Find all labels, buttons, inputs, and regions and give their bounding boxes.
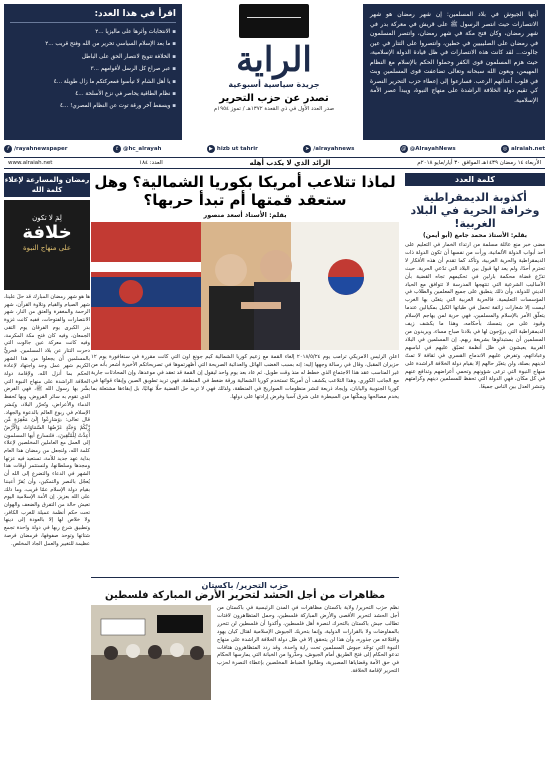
second-story-kicker: حزب التحرير/ باكستان [201,581,289,590]
twitter-icon: t [113,145,121,153]
youtube-link[interactable] [207,145,258,153]
editorial-title[interactable]: أكذوبة الديمقراطية وخرافة الحرية في البلاد الغربية! [410,191,540,230]
facebook-link[interactable] [4,145,68,153]
site-url[interactable]: www.alraiah.net [8,160,53,166]
globe-icon: ◎ [502,146,508,152]
protest-photo [91,605,211,700]
inside-item[interactable]: ▪ الانتخابات وأثرها على ماليزيا ...٢ [10,26,176,38]
inside-item[interactable]: ▪ عبر صراع كل الرسل لأقوامهم ...٣ [10,63,176,75]
second-story-title[interactable]: مظاهرات من أجل الحشد لتحرير الأرض المباركة فلسطين [104,590,386,601]
telegram-handle: /alrayahnews [313,146,355,152]
inside-this-issue [4,4,182,140]
main-story-body [91,354,399,572]
inside-list [10,26,176,113]
twitter-handle: @hc_alrayah [122,146,162,152]
main-byline: بقلم: الأستاذ أسعد منصور [203,211,287,219]
intro-text: أيتها الجيوش في بلاد المسلمين: إن شهر رمضان هو شهر الانتصارات حيث انتصر الرسول ﷺ على قريش في معركة بدر في شهر رمضان، وكان فتح مكة في شهر رمضان، وانتصر المسلمون في رمضان على الصليبيين في حطين، وانتصروا على التتار في عين جالوت... لقد كانت هذه الانتصارات في ظل قيادة الدولة الإسلامية، حيث هزم المسلمون قوى الكفر وحملوا الحكم بالإسلام مع النظام المهيمن، وبعون الله سبحانه وتعالى تضاعفت قوى المسلمين وبث في قلوب أعدائهم الرعب. فسارعوا إلى إعطاء حزب التحرير النصرة كي تقيم دولة الخلافة الراشدة على منهاج النبوة، ويبدأ عصر الأمة الإسلامية. [370,11,538,104]
editorial-byline: بقلم: الأستاذ محمد جامع (أبو أيمن) [423,232,527,239]
second-story-row [91,605,399,775]
email-handle: @AlrayahNews [409,146,456,152]
inside-item[interactable]: ▪ يا أهل الشام لا تيأسوا فمعركتكم ما زال طويلة ...٤ [10,76,176,88]
motto: الرائد الذي لا يكذب أهله [249,159,331,167]
khilafa-poster [4,200,90,290]
youtube-icon: ▶ [207,145,215,153]
intro-box [363,4,545,140]
editorial-head: كلمة العدد [405,173,545,186]
social-bar [4,142,545,156]
facebook-handle: /rayahnewspaper [14,146,68,152]
main-column [91,173,399,771]
logo-subtitle: جريدة سياسية أسبوعية [228,80,320,89]
inside-item[interactable]: ▪ ويسقط آخر ورقة توت عن النظام المصري! ...٤ [10,100,176,112]
telegram-link[interactable] [303,145,354,153]
editorial-column [405,173,545,771]
facebook-icon: f [4,145,12,153]
summit-photo [91,222,399,350]
second-story-text: نظّم حزب التحرير/ ولاية باكستان مظاهرات في المدن الرئيسية في باكستان من أجل الحشد لتحرير الأقصى والأرض المباركة فلسطين، وحمل المتظاهرون لافتات تطالب جيش باكستان بالتحرك لنصرة أهل فلسطين، وأكدوا أن فلسطين لن تتحرر بالمفاوضات ولا بالقرارات الدولية، وإنما بتحريك الجيوش الإسلامية لقتال كيان يهود واقتلاعه من جذوره، وأن هذا لن يتحقق إلا في ظل دولة الخلافة الراشدة على منهاج النبوة التي توحّد جيوش المسلمين تحت راية واحدة. وقد ردد المتظاهرون هتافات تدعو الحكام إلى فتح الطريق أمام الجيوش، وحذّروا من الخيانة التي يمارسها الحكام في حق الأمة وقضاياها المصيرية، وطالبوا الضباط المخلصين بإعطاء النصرة لحزب التحرير لإقامة الخلافة. [217,605,399,675]
newspaper-logo[interactable] [186,2,362,140]
inside-title: اقرأ في هذا العدد: [10,9,176,23]
website-link[interactable] [501,145,545,153]
email-link[interactable] [400,145,456,153]
logo-tagline: تصدر عن حزب التحرير [219,93,329,104]
inside-item[interactable]: ▪ الخلافة تتويج لانتصار الحق على الباطل [10,51,176,63]
protest-photo-art [91,605,211,700]
ramadan-body: ها هو شهر رمضان المبارك قد حلّ علينا، شهر الصيام والقيام وتلاوة القرآن، شهر الرحمة والمغفرة والعتق من النار، شهر الانتصارات والفتوحات، ففيه كانت غزوة بدر الكبرى يوم الفرقان يوم التقى الجمعان، وفيه كان فتح مكة المكرمة، وفيه كانت معركة عين جالوت التي دحرت التتار عن بلاد المسلمين. فحريٌّ بالمسلمين أن يجعلوا من هذا الشهر الكريم شهر عمل وجد واجتهاد لإعادة الحكم بما أنزل الله، ولإقامة دولة الخلافة الراشدة على منهاج النبوة التي بشّر بها رسول الله ﷺ، فهي الفرض الذي تقوم به سائر الفروض، وبها تُحفظ الدماء والأعراض، وتُحرّر البلاد، ويُنشر الإسلام في ربوع العالم بالدعوة والجهاد. قال تعالى: ﴿وَسَارِعُوا إِلَىٰ مَغْفِرَةٍ مِّن رَّبِّكُمْ وَجَنَّةٍ عَرْضُهَا السَّمَاوَاتُ وَالْأَرْضُ أُعِدَّتْ لِلْمُتَّقِينَ﴾. فلنسارع أيها المسلمون إلى العمل مع العاملين المخلصين لإعلاء كلمة الله، ولنجعل من رمضان هذا العام بداية عهد جديد للأمة، تستعيد فيه عزتها ومجدها وسلطانها، ولنستثمر أوقات هذا الشهر في الدعاء والتضرع إلى الله أن يُعجّل بالنصر والتمكين، وأن يُقرّ أعيننا بقيام دولة الإسلام عمّا قريب، وما ذلك على الله بعزيز. إن الأمة الإسلامية اليوم تعيش حالة من التفرق والضعف والهوان تحت حكم أنظمة عميلة للغرب الكافر، ولا خلاص لها إلا بالعودة إلى دينها وتطبيق شرع ربها في دولة واحدة تجمع شتاتها وتوحد صفوفها، فرمضان فرصة عظيمة للتغيير والعمل الجاد المخلص. [4,294,90,547]
second-story [91,577,399,775]
twitter-link[interactable] [113,145,162,153]
youtube-handle: hizb ut tahrir [216,146,258,152]
first-issue-line: صدر العدد الأول في ذي القعدة ١٣٧٢هـ / تموز ١٩٥٤م [213,106,335,112]
inside-item[interactable]: ▪ نظام الطاقية يحاصر في نزع الأسلحة ...٤ [10,88,176,100]
poster-line-3: على منهاج النبوة [22,244,72,252]
logo-wordmark: الراية [236,40,312,80]
editorial-body: مضى خبر منع عائلة مسلمة من ارتداء الخمار في التعليم على أحد أبواب الدولة الألمانية، ورأت من نفسها أن تكون الدولة ذات الديمقراطية والحرية الغربية، وتأكد كما تقدم أن هذه الأفكار لا تحترم أحدًا، ولم يعد لها قبول بين البلاد التي تدّعي الحرية. حيث تذرّع قضاة محكمة بارلين في تحكيمهم تجاه القضية بأن الأساليب الشرعية التي تنتهجها المدرسة لا تتوافق مع الحياد الديني للدولة، وأن ذلك ينطبق على جميع المعلمين والطلاب في المؤسسات التعليمية. فالحرية الغربية التي يتغنّى بها الغرب ليست إلا شعارات زائفة تحمل في طياتها الكيل بمكيالين عندما يتعلّق الأمر بالإسلام والمسلمين، فهي حرية لمن يهاجم الإسلام وقيود على من يتمسك بأحكامه، وهذا ما يكشف زيف الديمقراطية التي يروّجون لها في بلادنا صباح مساء، ويريدون من المسلمين أن يستبدلوها بشريعة ربهم. إن المسلمين في البلاد الغربية يعيشون في ظل أنظمة تضيّق عليهم في لباسهم وعباداتهم، وتفرض عليهم الاندماج القسري في ثقافة لا تمتّ لدينهم بصلة، ولن يتغيّر حالهم إلا بقيام دولة الخلافة الراشدة على منهاج النبوة التي ترعى شؤونهم وتحمي أعراضهم وتدافع عنهم في كل مكان، فهي الدولة التي تحفظ للمسلمين دينهم وكرامتهم وتنشر العدل بين الناس جميعًا. [405,242,545,391]
telegram-icon: ➤ [305,146,310,152]
ramadan-head[interactable]: رمضان والمسارعة لإعلاء كلمة الله [4,173,90,197]
main-headline[interactable]: لماذا تتلاعب أمريكا بكوريا الشمالية؟ وهل ستعقد قمتها أم تبدأ حربها؟ [94,173,396,209]
poster-line-1: لِمَ لا تكون [32,214,62,222]
poster-line-2: خلافة [22,222,72,243]
main-story-text: أعلن الرئيس الأمريكي ترامب يوم ٢٠١٨/٥/٢٤ إلغاء القمة مع زعيم كوريا الشمالية كيم جونغ أون التي كانت مقررة في سنغافورة يوم ١٢ حزيران المقبل، وقال في رسالة وجهها إليه: إنه بسبب الغضب الهائل والعدائية الصريحة التي أظهرتموها في تصريحاتكم الأخيرة أشعر بأنه من غير المناسب عقد هذا الاجتماع الذي خطط له منذ وقت طويل. ثم عاد بعد يوم واحد ليقول إن القمة قد تعقد في موعدها، وإن المحادثات جارية مع الجانب الكوري. وهذا التلاعب يكشف أن أمريكا تستخدم كوريا الشمالية ورقة ضغط في المنطقة، فهي تريد تطويق الصين وإبقاء قواتها في كوريا الجنوبية واليابان، وإيجاد ذريعة لنشر منظومات الصواريخ في المنطقة، ولذلك فهي لا تريد حل القضية حلًا نهائيًا، بل إبقاءها مشتعلة بما يخدم مصالحها ويمكّنها من السيطرة على شرق آسيا وفرض إرادتها على دولها. [91,354,399,400]
issue-date: الأربعاء ١٤ رمضان ١٤٣٩هـ الموافق ٣٠ أيار/مايو ٢٠١٨م [417,160,541,166]
summit-photo-art [91,222,399,350]
issue-number: العدد: ١٨٤ [139,160,163,166]
email-icon: @ [401,146,407,152]
flag-icon [239,4,309,38]
masthead [0,0,549,160]
website-url: alraiah.net [511,146,545,152]
inside-item[interactable]: ▪ ما بعد الإسلام السياسي تحرير من الله وفتح قريب ...٢ [10,38,176,50]
ramadan-column [4,173,90,771]
info-bar [4,157,545,169]
